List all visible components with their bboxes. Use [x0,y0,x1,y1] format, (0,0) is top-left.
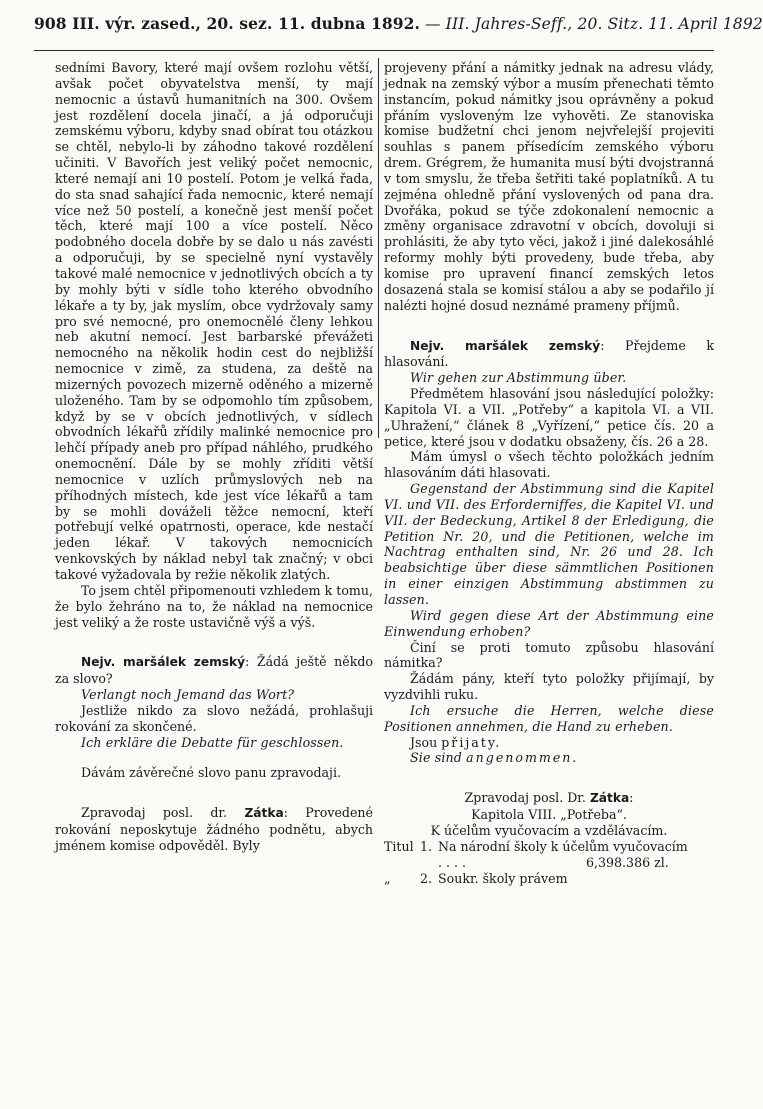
result-cz-lead: Jsou [410,734,438,750]
right-paragraph-8: Činí se proti tomuto způsobu hlasování námitka? [384,639,714,671]
right-speaker-paragraph [384,338,714,371]
budget-row-amount: 6,398.386 zl. [586,854,669,870]
reporter-intro: Zpravodaj posl. dr. [81,805,228,821]
header-rule [34,50,714,51]
reporter-name: Zátka [244,806,284,821]
page-header [34,14,763,44]
result-de-lead: Sie sind [410,750,462,766]
right-paragraph-german-4: Ich ersuche die Herren, welche diese Positionen annehmen, die Hand zu erheben. [384,702,714,734]
right-reporter-line [384,790,714,807]
speaker-name: Nejv. maršálek zemský [410,338,601,353]
left-reporter-paragraph [55,805,373,854]
reporter-text: : Provedené rokování neposkytuje žádného podnětu, abych jménem komise odpověděl. Byly [55,805,373,853]
left-paragraph-german-2: Ich erkläre die Debatte für geschlossen. [81,734,344,750]
left-speaker-paragraph [55,654,373,687]
result-cz-word: přijaty. [441,734,502,750]
reporter-intro: Zpravodaj posl. Dr. [464,790,586,806]
budget-row-item: 2. [420,870,433,886]
right-paragraph-german-1: Wir gehen zur Abstimmung über. [410,370,627,386]
budget-row-dots: . . . . [438,854,467,870]
chapter-heading: Kapitola VIII. „Potřeba“. [471,807,627,823]
left-paragraph-german-1: Verlangt noch Jemand das Wort? [81,687,295,703]
speaker-text: : Přejdeme k hlasování. [384,337,714,370]
left-paragraph-7: Dávám závěrečné slovo panu zpravodaji. [81,765,341,781]
right-paragraph-german-3: Wird gegen diese Art der Abstimmung eine Einwendung erhoben? [384,607,714,639]
right-paragraph-german-2: Gegenstand der Abstimmung sind die Kapitel VI. und VII. des Erforderniffes, die Kapitel VI. und VII. der Bedeckung, Artikel 8 der Erledigung, die Petition Nr. 20, und die Petitionen, welche im Nachtrag enthalten sind, Nr. 26 und 28. Ich beabsichtige über diese sämmtlichen Positionen in einer einzigen Abstimmung abstimmen zu lassen. [384,481,714,607]
right-paragraph-5: Mám úmysl o všech těchto položkách jedním hlasováním dáti hlasovati. [384,449,714,481]
speaker-text: : Žádá ještě někdo za slovo? [55,654,373,687]
result-de-word: angenommen. [466,750,579,766]
right-result-cz [384,735,714,751]
reporter-colon: : [629,790,634,806]
chapter-subheading: K účelům vyučovacím a vzdělávacím. [430,822,668,838]
left-paragraph-1: sedními Bavory, které mají ovšem rozlohu větší, avšak počet obyvatelstva menší, ty mají nemocnic a ústavů humanitních na 300. Ovšem jest rozdělení docela jinačí, a já odporučuji zemskému výboru, kdyby snad obírat tou otázkou se chtěl, nebylo-li by záhodno takové rozdělení učiniti. V Bavořích jest veliký počet nemocnic, které nemají ani 10 postelí. Potom je velká řada, do sta snad sahající řada nemocnic, které nemají více než 50 postelí, a konečně jest menší počet těch, které mají 100 a více postelí. Něco podobného docela dobře by se dalo u nás zavésti a odporučuji, by se specielně nyní vystavěly takové malé nemocnice v jednotlivých obcích a ty by mohly býti v sídle toho kterého obvodního lékaře a ty by, jak myslím, obce vydržovaly samy pro své nemocné, pro onemocnělé členy lehkou neb akutní nemocí. Jest barbarské převážeti nemocného na několik hodin cest do nejbližší nemocnice v zimě, za studena, za deště na mizerných povozech mizerně oděného a mizerně uloženého. Tam by se odpomohlo tím způsobem, když by se v obcích jednotlivých, v sídlech obvodních lékařů zřídily malinké nemocnice pro lehčí případy aneb pro případ náhlého, prudkého onemocnění. Dále by se mohly zříditi větší nemocnice v uzlích průmyslových neb na příhodných místech, kde jest více lékařů a tam by se mohli dováželi těžce nemocní, kteří potřebují velké opatrnosti, operace, kde nestačí jeden lékař. V takových nemocnicích venkovských by náklad nebyl tak značný; v obci takové vyžadovala by režie několik zlatých. [55,60,373,582]
budget-row-title: Soukr. školy právem [438,870,568,886]
budget-row-cont [384,855,714,871]
left-paragraph-2: To jsem chtěl připomenouti vzhledem k tomu, že bylo žehráno na to, že náklad na nemocnice jest veliký a že roste ustavičně výš a výš. [55,582,373,630]
budget-row [384,839,714,855]
header-czech: 908 III. výr. zased., 20. sez. 11. dubna 1892. [34,14,420,33]
right-paragraph-4: Předmětem hlasování jsou následující položky: Kapitola VI. a VII. „Potřeby“ a kapitola VI. a VII. „Uhražení,“ článek 8 „Vyřízení,“ petice čís. 20 a petice, které jsou v dodatku obsaženy, čís. 26 a 28. [384,386,714,449]
speaker-name: Nejv. maršálek zemský [81,655,246,670]
right-column [384,60,714,886]
header-dash: — [425,15,441,33]
right-paragraph-9: Žádám pány, kteří tyto položky přijímají, by vyzdvihli ruku. [384,671,714,703]
budget-row-title: Na národní školy k účelům vyučovacím [438,838,688,854]
column-divider [378,58,379,438]
left-column [55,60,373,854]
right-result-de [384,750,714,766]
budget-row-item: 1. [420,838,433,854]
budget-row-label: „ [384,870,391,886]
left-paragraph-5: Jestliže nikdo za slovo nežádá, prohlašuji rokování za skončené. [55,702,373,734]
reporter-name: Zátka [589,791,630,806]
budget-row-label: Titul [384,838,414,854]
header-german: III. Jahres-Seff., 20. Sitz. 11. April 1892 [445,15,763,33]
right-paragraph-1: projeveny přání a námitky jednak na adresu vlády, jednak na zemský výbor a musím přenechati těmto instancím, pokud námitky jsou oprávněny a pokud přáním vysloveným lze vyhověti. Ze stanoviska komise budžetní chci jenom nejvřelejší projeviti souhlas s panem přísedícím zemského výboru drem. Grégrem, že humanita musí býti dvojstranná v tom smyslu, že třeba šetřiti také poplatníků. A tu zejména ohledně přání vyslovených od pana dra. Dvořáka, pokud se týče zdokonalení nemocnic a změny organisace zdravotní v obcích, dovoluji si prohlásiti, že aby tyto věci, jakož i jiné dalekosáhlé reformy mohly býti provedeny, bude třeba, aby komise pro upravení financí zemských letos dosazená stala se komisí stálou a aby se podařilo jí nalézti hojné dosud neznámé prameny příjmů. [384,60,714,313]
budget-table [384,839,714,887]
budget-row [384,871,714,887]
